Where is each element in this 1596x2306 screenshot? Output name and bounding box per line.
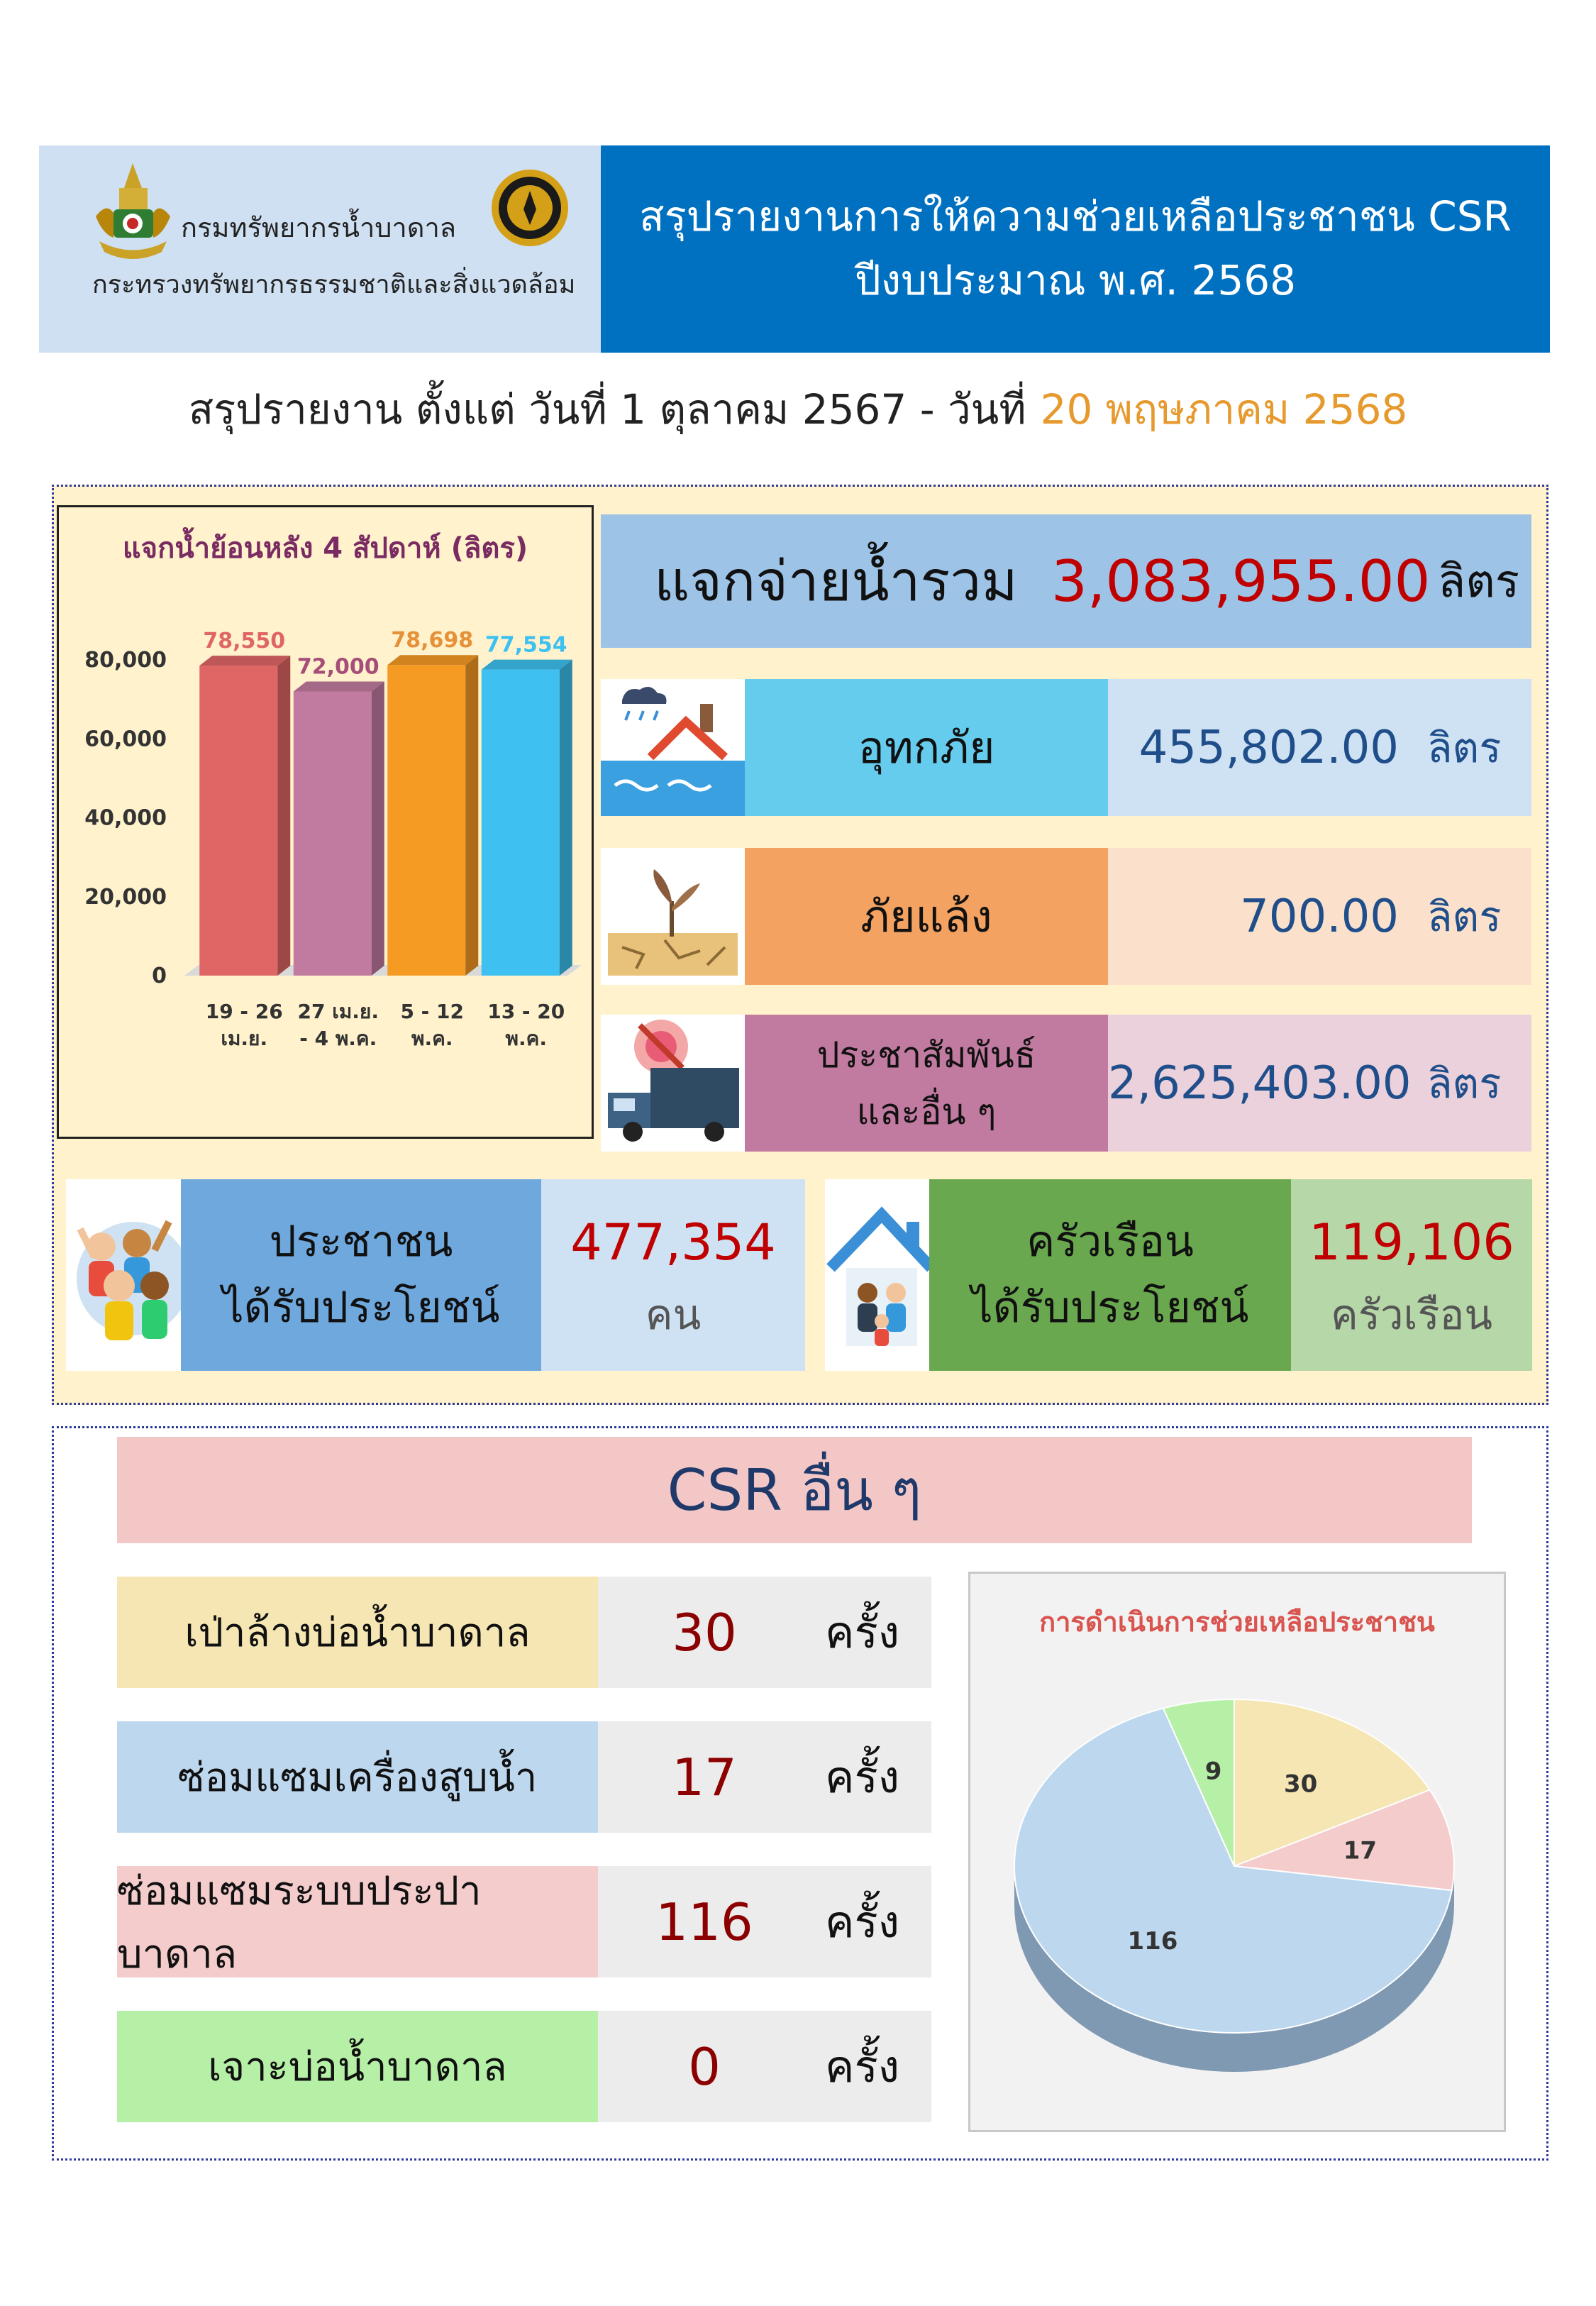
bar-top — [387, 655, 478, 665]
x-category-label: - 4 พ.ค. — [299, 1027, 377, 1050]
households-benefit-label — [929, 1179, 1291, 1371]
category-pr-label-line2: และอื่น ๆ — [856, 1091, 997, 1132]
bar — [199, 666, 277, 976]
x-category-label: 19 - 26 — [205, 1000, 283, 1023]
pr-liters: 2,625,403.00 — [1108, 1057, 1412, 1110]
csr-others-title: CSR อื่น ๆ — [117, 1437, 1472, 1543]
total-value: 3,083,955.00 — [1051, 548, 1431, 614]
bar-top — [199, 656, 290, 666]
pie-chart-title: การดำเนินการช่วยเหลือประชาชน — [1039, 1606, 1435, 1638]
pie-data-label: 17 — [1343, 1836, 1378, 1865]
drought-plant-icon — [601, 848, 745, 985]
report-title-banner — [601, 145, 1550, 353]
x-category-label: 5 - 12 — [400, 1000, 465, 1023]
category-pr-label-line1: ประชาสัมพันธ์ — [816, 1034, 1036, 1076]
people-unit: คน — [645, 1290, 702, 1339]
y-tick-label: 80,000 — [84, 648, 167, 673]
people-label-line2: ได้รับประโยชน์ — [222, 1283, 500, 1333]
x-category-label: 27 เม.ย. — [297, 1000, 379, 1023]
category-flood-label: อุทกภัย — [745, 679, 1108, 816]
drought-unit: ลิตร — [1427, 893, 1502, 941]
x-category-label: พ.ค. — [411, 1027, 453, 1050]
bar-data-label: 77,554 — [484, 632, 567, 658]
pie-data-label: 9 — [1204, 1757, 1222, 1786]
report-period-end-date: 20 พฤษภาคม 2568 — [1040, 385, 1408, 434]
bar — [294, 692, 372, 976]
bar-top — [294, 682, 384, 692]
households-count: 119,106 — [1309, 1213, 1514, 1271]
households-unit: ครัวเรือน — [1331, 1290, 1492, 1339]
bar-top — [482, 660, 572, 670]
bar-data-label: 78,550 — [203, 629, 286, 654]
fiscal-year: ปีงบประมาณ พ.ศ. 2568 — [854, 256, 1297, 304]
flushing-unit: ครั้ง — [825, 1606, 900, 1658]
people-benefit-label — [181, 1179, 541, 1371]
people-count: 477,354 — [570, 1213, 776, 1271]
csr-item-pump-repair-value — [598, 1721, 931, 1833]
people-benefit-value — [541, 1179, 805, 1371]
csr-item-water-system-repair-label: ซ่อมแซมระบบประปาบาดาล — [117, 1866, 598, 1977]
well-drilling-count: 0 — [688, 2036, 721, 2097]
bar — [387, 665, 465, 976]
bar-data-label: 78,698 — [391, 628, 474, 653]
drought-liters: 700.00 — [1240, 890, 1399, 943]
bar-side — [372, 682, 384, 976]
water-truck-icon — [601, 1015, 745, 1152]
people-label-line1: ประชาชน — [269, 1217, 453, 1267]
category-pr-label — [745, 1015, 1108, 1152]
total-unit: ลิตร — [1438, 556, 1520, 608]
csr-item-water-system-repair-value — [598, 1866, 931, 1977]
y-tick-label: 40,000 — [84, 805, 167, 831]
bar-side — [277, 656, 290, 976]
pie-data-label: 30 — [1284, 1770, 1318, 1799]
report-title: สรุปรายงานการให้ความช่วยเหลือประชาชน CSR — [639, 192, 1512, 241]
y-tick-label: 0 — [152, 964, 167, 988]
pump-repair-unit: ครั้ง — [825, 1750, 900, 1803]
well-drilling-unit: ครั้ง — [825, 2040, 900, 2092]
y-tick-label: 20,000 — [84, 884, 167, 910]
category-drought-value — [1108, 848, 1531, 985]
pr-unit: ลิตร — [1427, 1059, 1502, 1108]
total-water-row — [601, 514, 1531, 648]
csr-item-pump-repair-label: ซ่อมแซมเครื่องสูบน้ำ — [117, 1721, 598, 1833]
water-system-repair-unit: ครั้ง — [825, 1895, 900, 1948]
households-label-line2: ได้รับประโยชน์ — [971, 1283, 1249, 1333]
bar-data-label: 72,000 — [297, 654, 379, 680]
category-flood-value — [1108, 679, 1531, 816]
y-tick-label: 60,000 — [84, 727, 167, 752]
ministry-seal-icon — [489, 160, 571, 255]
department-emblem-icon — [92, 160, 174, 263]
csr-item-well-drilling-value — [598, 2011, 931, 2122]
households-benefit-value — [1291, 1179, 1532, 1371]
csr-item-flushing-label: เป่าล้างบ่อน้ำบาดาล — [117, 1577, 598, 1688]
x-category-label: 13 - 20 — [487, 1000, 565, 1023]
bar — [482, 670, 560, 976]
family-house-icon — [825, 1179, 929, 1371]
flushing-count: 30 — [672, 1602, 737, 1662]
report-period-prefix: สรุปรายงาน ตั้งแต่ วันที่ 1 ตุลาคม 2567 - วันที่ — [188, 385, 1026, 434]
csr-item-well-drilling-label: เจาะบ่อน้ำบาดาล — [117, 2011, 598, 2122]
bar-side — [465, 655, 478, 976]
assistance-pie-chart — [968, 1632, 1506, 2129]
flood-unit: ลิตร — [1427, 724, 1502, 772]
crowd-icon — [66, 1179, 181, 1371]
pump-repair-count: 17 — [672, 1747, 737, 1807]
report-period — [0, 376, 1596, 442]
category-drought-label: ภัยแล้ง — [745, 848, 1108, 985]
pie-data-label: 116 — [1127, 1926, 1178, 1955]
total-label: แจกจ่ายน้ำรวม — [654, 550, 1018, 614]
ministry-name: กระทรวงทรัพยากรธรรมชาติและสิ่งแวดล้อม — [92, 270, 576, 299]
csr-item-flushing-value — [598, 1577, 931, 1688]
households-label-line1: ครัวเรือน — [1026, 1217, 1194, 1267]
org-name: กรมทรัพยากรน้ำบาดาล — [181, 212, 457, 243]
x-category-label: พ.ค. — [505, 1027, 547, 1050]
bar-side — [560, 660, 572, 976]
flood-liters: 455,802.00 — [1138, 721, 1399, 774]
weekly-bar-chart — [57, 582, 594, 1078]
water-system-repair-count: 116 — [655, 1892, 753, 1952]
category-pr-value — [1108, 1015, 1531, 1152]
x-category-label: เม.ย. — [221, 1027, 268, 1050]
flood-house-icon — [601, 679, 745, 816]
bar-chart-title: แจกน้ำย้อนหลัง 4 สัปดาห์ (ลิตร) — [122, 532, 528, 565]
